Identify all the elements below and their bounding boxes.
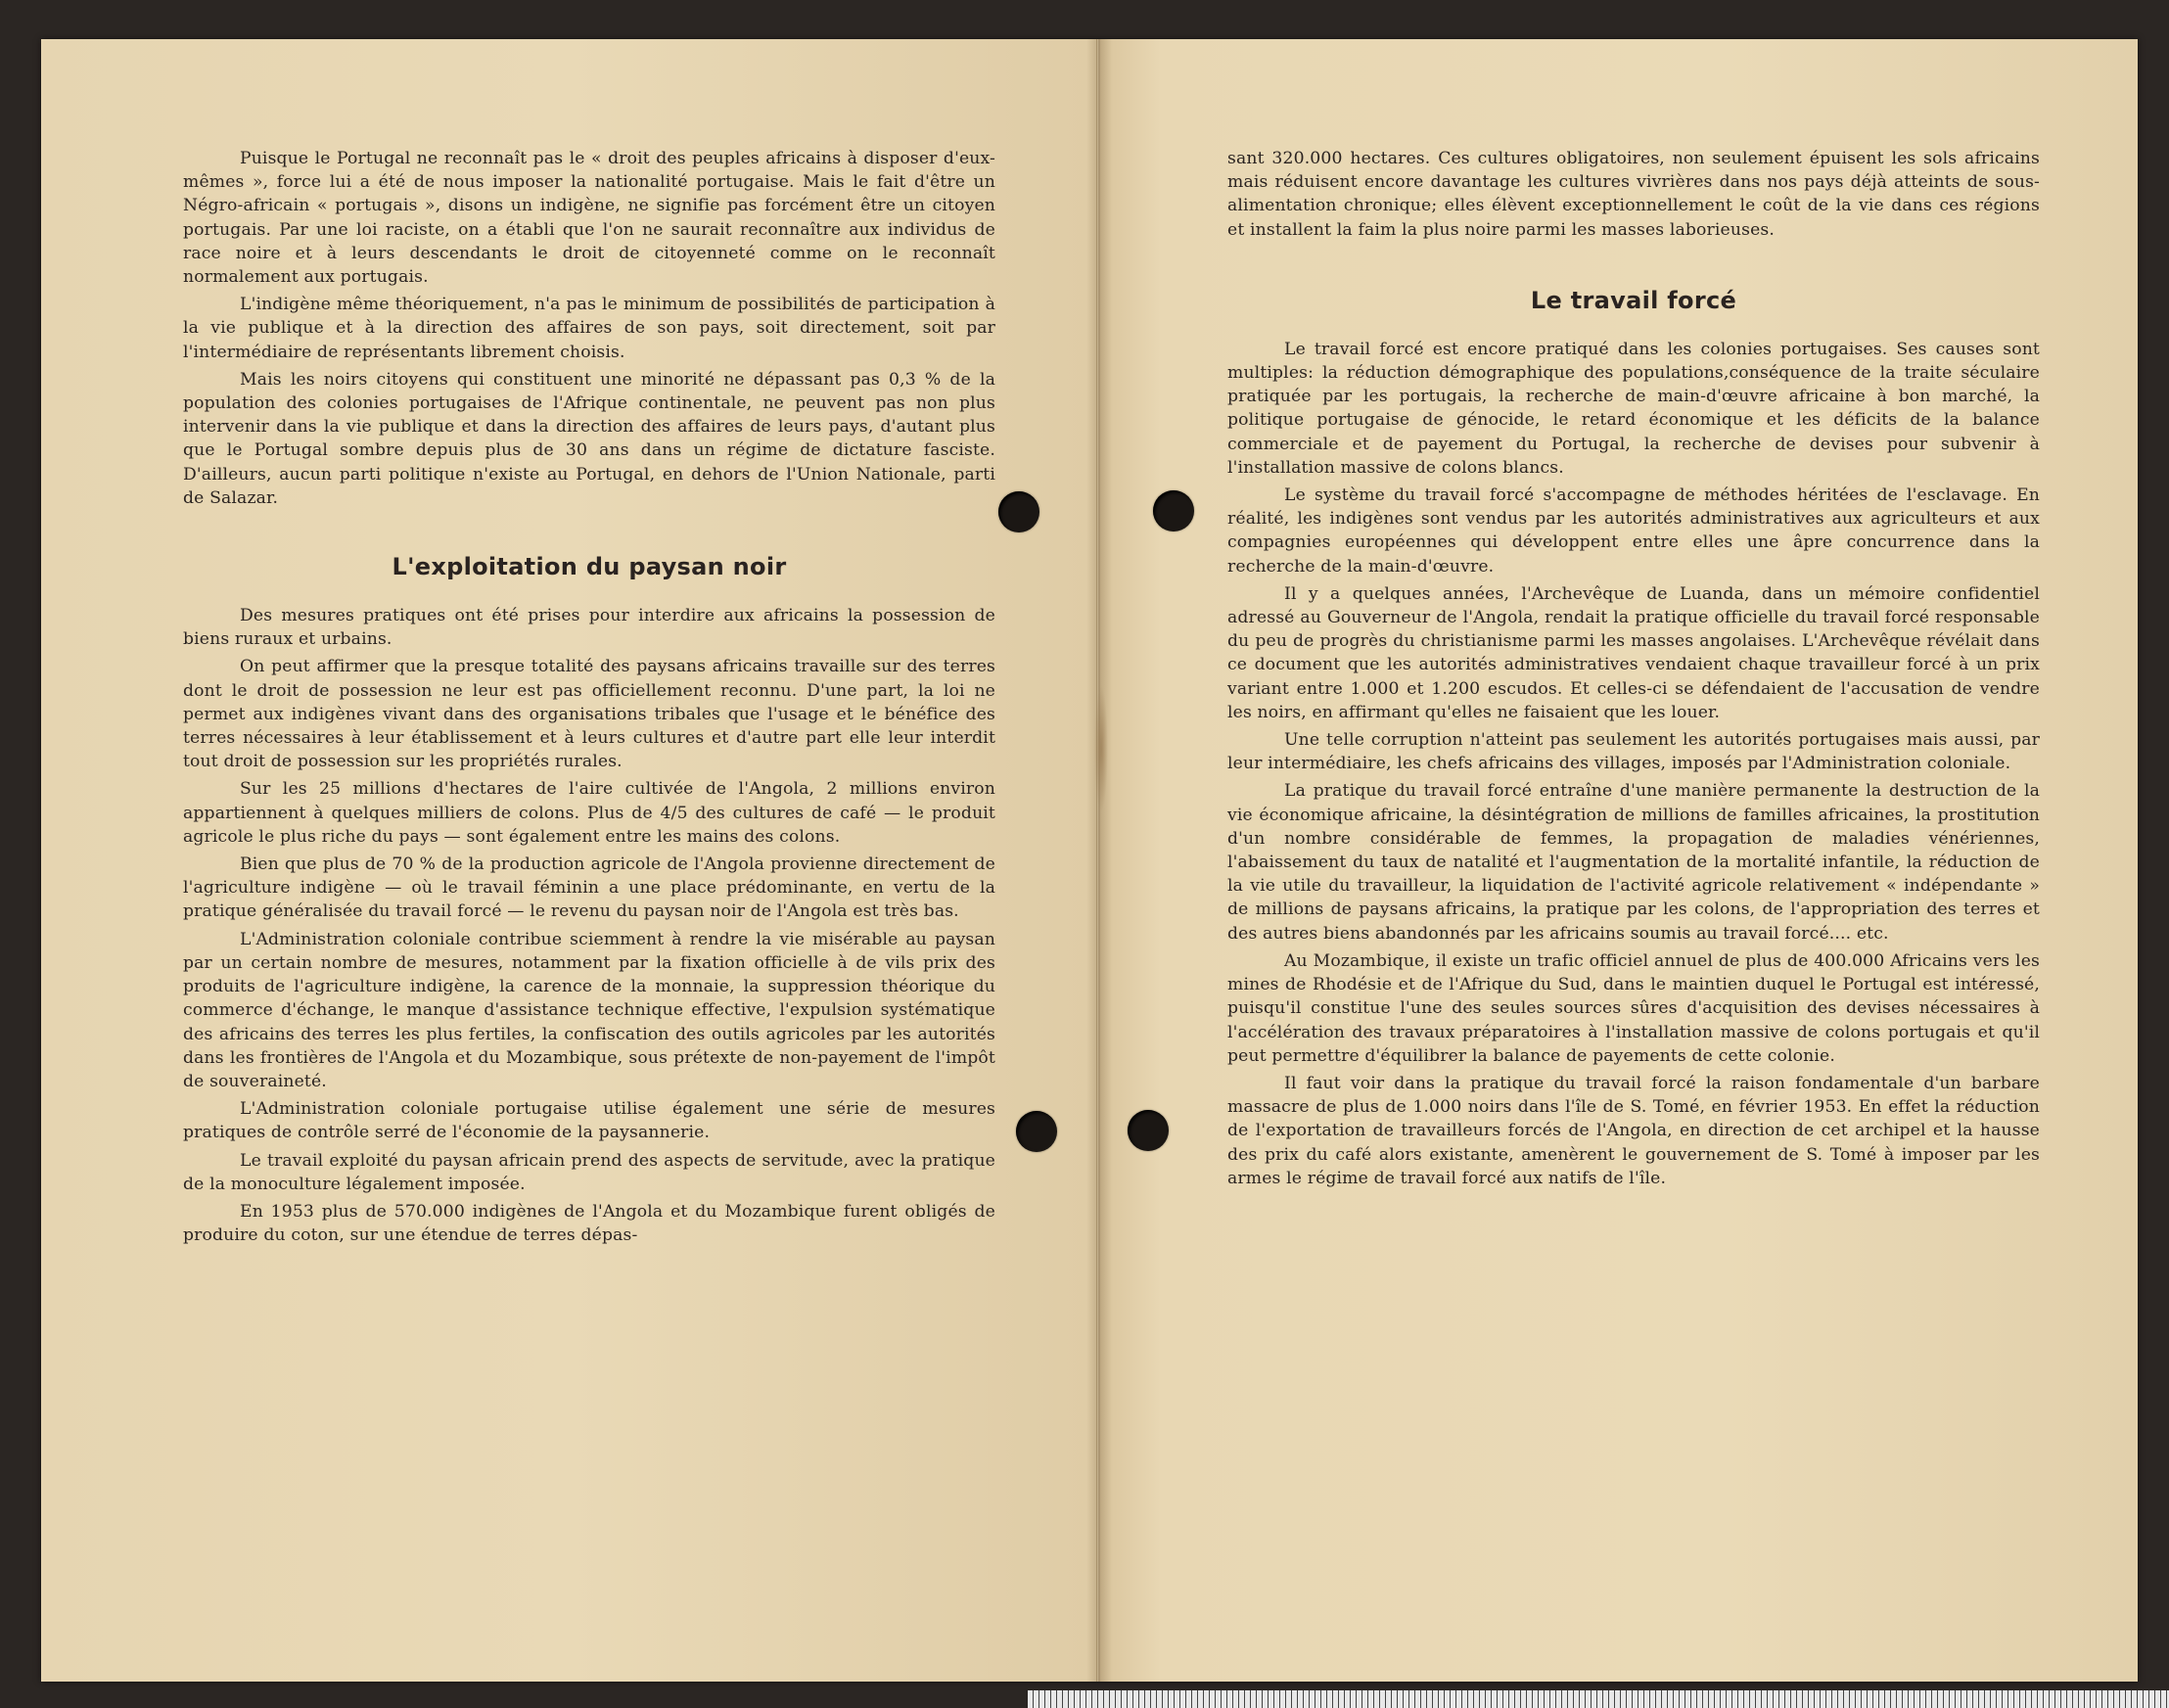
paragraph: La pratique du travail forcé entraîne d'une manière permanente la destruction de la vie économique africaine, la désintégration de millions de familles africaines, la prostitution d'un nombre considérable de femmes, la propagation de maladies vénériennes, l'abaissement du taux de natalité et l'augmentation de la mortalité infantile, la réduction de la vie utile du travailleur, la liquidation de l'activité agricole relativement « indépendante » de millions de paysans africains, la pratique par les colons, de l'appropriation des terres et des autres biens abandonnés par les africains soumis au travail forcé.... etc. — [1227, 781, 2040, 944]
paragraph: Il y a quelques années, l'Archevêque de Luanda, dans un mémoire confidentiel adressé au Gouverneur de l'Angola, rendait la pratique officielle du travail forcé responsable du peu de progrès du christianisme parmi les masses angolaises. L'Archevêque révélait dans ce document que les autorités administratives vendaient chaque travailleur forcé à un prix variant entre 1.000 et 1.200 escudos. Et celles-ci se défendaient de l'accusation de vendre les noirs, en affirmant qu'elles ne faisaient que les louer. — [1227, 583, 2040, 722]
scale-ruler — [1028, 1690, 2169, 1708]
punch-hole-left-top — [998, 491, 1039, 532]
paragraph: Des mesures pratiques ont été prises pour interdire aux africains la possession de biens ruraux et urbains. — [183, 606, 995, 650]
paragraph-continued: sant 320.000 hectares. Ces cultures obligatoires, non seulement épuisent les sols africains mais réduisent encore davantage les cultures vivrières dans nos pays déjà atteints de sous-alimentation chronique; elles élèvent exceptionnellement le coût de la vie dans ces régions et installent la faim la plus noire parmi les masses laborieuses. — [1227, 149, 2040, 240]
paragraph: Une telle corruption n'atteint pas seulement les autorités portugaises mais aussi, par leur intermédiaire, les chefs africains des villages, imposés par l'Administration coloniale. — [1227, 730, 2040, 774]
paragraph: L'Administration coloniale contribue sciemment à rendre la vie misérable au paysan par un certain nombre de mesures, notamment par la fixation officielle à de vils prix des produits de l'agriculture indigène, la carence de la monnaie, la suppression théorique du commerce d'échange, le manque d'assistance technique effective, l'expulsion systématique des africains des terres les plus fertiles, la confiscation des outils agricoles par les autorités dans les frontières de l'Angola et du Mozambique, sous prétexte de non-payement de l'impôt de souveraineté. — [183, 929, 995, 1091]
paragraph: En 1953 plus de 570.000 indigènes de l'Angola et du Mozambique furent obligés de produire du coton, sur une étendue de terres dépas- — [183, 1201, 995, 1246]
binding-gutter — [1086, 39, 1112, 1682]
paragraph: Mais les noirs citoyens qui constituent une minorité ne dépassant pas 0,3 % de la population des colonies portugaises de l'Afrique continentale, ne peuvent pas non plus intervenir dans la vie publique et dans la direction des affaires de leurs pays, d'autant plus que le Portugal sombre depuis plus de 30 ans dans un régime de dictature fasciste. D'ailleurs, aucun parti politique n'existe au Portugal, en dehors de l'Union Nationale, parti de Salazar. — [183, 369, 995, 508]
punch-hole-right-bottom — [1128, 1110, 1169, 1151]
paragraph: Le travail exploité du paysan africain prend des aspects de servitude, avec la pratique de la monoculture légalement imposée. — [183, 1150, 995, 1194]
paragraph: On peut affirmer que la presque totalité des paysans africains travaille sur des terres dont le droit de possession ne leur est pas officiellement reconnu. D'une part, la loi ne permet aux indigènes vivant dans des organisations tribales que l'usage et le bénéfice des terres nécessaires à leur établissement et à leurs cultures et d'autre part elle leur interdit tout droit de possession sur les propriétés rurales. — [183, 657, 995, 772]
paragraph: Le travail forcé est encore pratiqué dans les colonies portugaises. Ses causes sont multiples: la réduction démographique des populations,conséquence de la traite séculaire pratiquée par les portugais, la recherche de main-d'œuvre africaine à bon marché, la politique portugaise de génocide, le retard économique et les déficits de la balance commerciale et de payement du Portugal, la recherche de devises pour subvenir à l'installation massive de colons blancs. — [1227, 339, 2040, 478]
punch-hole-left-bottom — [1016, 1111, 1057, 1152]
paragraph: Bien que plus de 70 % de la production agricole de l'Angola provienne directement de l'agriculture indigène — où le travail féminin a une place prédominante, en vertu de la pratique généralisée du travail forcé — le revenu du paysan noir de l'Angola est très bas. — [183, 854, 995, 922]
paragraph: L'Administration coloniale portugaise utilise également une série de mesures pratiques de contrôle serré de l'économie de la paysannerie. — [183, 1099, 995, 1143]
paragraph: L'indigène même théoriquement, n'a pas le minimum de possibilités de participation à la vie publique et à la direction des affaires de son pays, soit directement, soit par l'intermédiaire de représentants librement choisis. — [183, 295, 995, 362]
right-text-column — [1227, 147, 2040, 1194]
paragraph: Puisque le Portugal ne reconnaît pas le « droit des peuples africains à disposer d'eux-mêmes », force lui a été de nous imposer la nationalité portugaise. Mais le fait d'être un Négro-africain « portugais », disons un indigène, ne signifie pas forcément être un citoyen portugais. Par une loi raciste, on a établi que l'on ne saurait reconnaître aux individus de race noire et à leurs descendants le droit de citoyenneté comme on le reconnaît normalement aux portugais. — [183, 149, 995, 288]
paragraph: Il faut voir dans la pratique du travail forcé la raison fondamentale d'un barbare massacre de plus de 1.000 noirs dans l'île de S. Tomé, en février 1953. En effet la réduction de l'exportation de travailleurs forcés de l'Angola, en direction de cet archipel et la hausse des prix du café alors existante, amenèrent le gouvernement de S. Tomé à imposer par les armes le régime de travail forcé aux natifs de l'île. — [1227, 1073, 2040, 1188]
staple-mark — [1094, 685, 1108, 812]
section-heading: Le travail forcé — [1530, 286, 1737, 314]
punch-hole-right-top — [1153, 490, 1194, 531]
paragraph: Le système du travail forcé s'accompagne de méthodes héritées de l'esclavage. En réalité, les indigènes sont vendus par les autorités administratives aux agriculteurs et aux compagnies européennes qui développent entre elles une âpre concurrence dans la recherche de la main-d'œuvre. — [1227, 485, 2040, 577]
section-heading: L'exploitation du paysan noir — [392, 553, 787, 581]
paragraph: Au Mozambique, il existe un trafic officiel annuel de plus de 400.000 Africains vers les mines de Rhodésie et de l'Afrique du Sud, dans le maintien duquel le Portugal est intéressé, puisqu'il constitue l'une des seules sources sûres d'acquisition des devises nécessaires à l'accélération des travaux préparatoires à l'installation massive de colons portugais et qu'il peut permettre d'équilibrer la balance de payements de cette colonie. — [1227, 950, 2040, 1066]
paragraph: Sur les 25 millions d'hectares de l'aire cultivée de l'Angola, 2 millions environ appartiennent à quelques milliers de colons. Plus de 4/5 des cultures de café — le produit agricole le plus riche du pays — sont également entre les mains des colons. — [183, 779, 995, 847]
document-spread — [41, 39, 2138, 1682]
left-text-column — [183, 147, 995, 1251]
